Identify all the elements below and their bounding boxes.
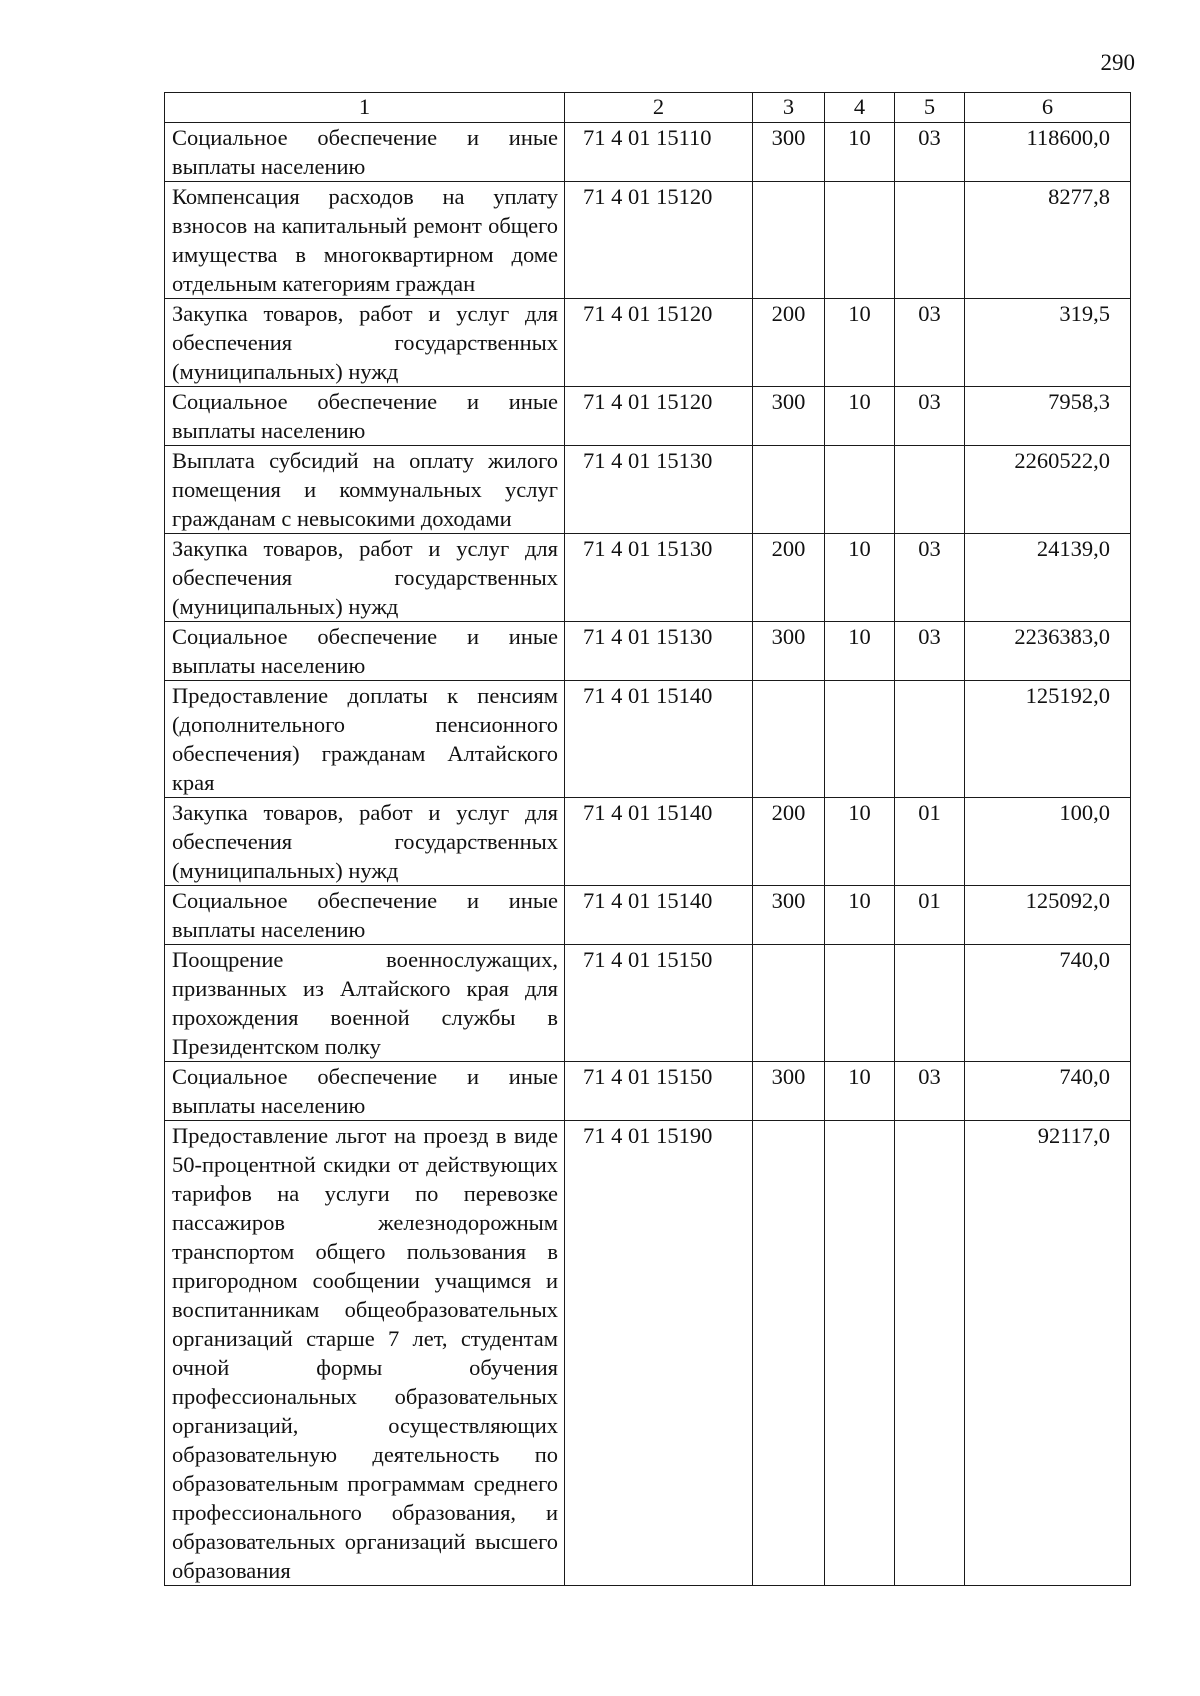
- row-code-cell: 71 4 01 15150: [565, 945, 753, 1062]
- row-col4-cell: [825, 182, 895, 299]
- budget-table: [164, 92, 1131, 1586]
- row-col5-cell: 03: [895, 1062, 965, 1121]
- column-header: 2: [565, 93, 753, 123]
- row-name-cell: Закупка товаров, работ и услуг для обеспечения государственных (муниципальных) нужд: [165, 534, 565, 622]
- row-col3-cell: 300: [753, 886, 825, 945]
- row-name-cell: Социальное обеспечение и иные выплаты населению: [165, 622, 565, 681]
- table-row: [165, 299, 1131, 387]
- table-row: [165, 123, 1131, 182]
- column-header: 4: [825, 93, 895, 123]
- row-code-cell: 71 4 01 15130: [565, 534, 753, 622]
- table-row: [165, 182, 1131, 299]
- row-amount-cell: 118600,0: [965, 123, 1131, 182]
- row-col5-cell: 03: [895, 123, 965, 182]
- row-name-cell: Предоставление доплаты к пенсиям (дополнительного пенсионного обеспечения) гражданам Алтайского края: [165, 681, 565, 798]
- row-col5-cell: 01: [895, 886, 965, 945]
- row-code-cell: 71 4 01 15140: [565, 798, 753, 886]
- row-col3-cell: 300: [753, 622, 825, 681]
- row-code-cell: 71 4 01 15110: [565, 123, 753, 182]
- row-col3-cell: [753, 1121, 825, 1586]
- row-code-cell: 71 4 01 15130: [565, 446, 753, 534]
- column-header: 3: [753, 93, 825, 123]
- row-col5-cell: [895, 945, 965, 1062]
- table-row: [165, 1062, 1131, 1121]
- row-amount-cell: 319,5: [965, 299, 1131, 387]
- row-name-cell: Закупка товаров, работ и услуг для обеспечения государственных (муниципальных) нужд: [165, 299, 565, 387]
- column-header: 1: [165, 93, 565, 123]
- row-col4-cell: [825, 681, 895, 798]
- row-col3-cell: 200: [753, 299, 825, 387]
- row-name-cell: Социальное обеспечение и иные выплаты населению: [165, 886, 565, 945]
- table-row: [165, 886, 1131, 945]
- table-row: [165, 622, 1131, 681]
- row-name-cell: Выплата субсидий на оплату жилого помещения и коммунальных услуг гражданам с невысокими доходами: [165, 446, 565, 534]
- row-col5-cell: 03: [895, 622, 965, 681]
- row-col4-cell: [825, 1121, 895, 1586]
- row-code-cell: 71 4 01 15150: [565, 1062, 753, 1121]
- row-amount-cell: 24139,0: [965, 534, 1131, 622]
- row-name-cell: Предоставление льгот на проезд в виде 50-процентной скидки от действующих тарифов на услуги по перевозке пассажиров железнодорожным транспортом общего пользования в пригородном сообщении учащимся и воспитанникам общеобразовательных организаций старше 7 лет, студентам очной формы обучения профессиональных образовательных организаций, осуществляющих образовательную деятельность по образовательным программам среднего профессионального образования, и образовательных организаций высшего образования: [165, 1121, 565, 1586]
- table-header-row: [165, 93, 1131, 123]
- row-amount-cell: 92117,0: [965, 1121, 1131, 1586]
- row-col4-cell: [825, 945, 895, 1062]
- row-col3-cell: [753, 945, 825, 1062]
- row-amount-cell: 125092,0: [965, 886, 1131, 945]
- row-amount-cell: 8277,8: [965, 182, 1131, 299]
- row-amount-cell: 125192,0: [965, 681, 1131, 798]
- row-col4-cell: 10: [825, 299, 895, 387]
- row-code-cell: 71 4 01 15140: [565, 681, 753, 798]
- row-col5-cell: 03: [895, 299, 965, 387]
- row-col3-cell: 300: [753, 387, 825, 446]
- row-code-cell: 71 4 01 15120: [565, 387, 753, 446]
- row-col5-cell: [895, 1121, 965, 1586]
- row-col5-cell: 03: [895, 387, 965, 446]
- row-col4-cell: 10: [825, 1062, 895, 1121]
- row-amount-cell: 740,0: [965, 945, 1131, 1062]
- row-code-cell: 71 4 01 15140: [565, 886, 753, 945]
- table-row: [165, 387, 1131, 446]
- row-amount-cell: 740,0: [965, 1062, 1131, 1121]
- page-number: 290: [1100, 50, 1135, 75]
- row-col4-cell: 10: [825, 622, 895, 681]
- row-amount-cell: 2236383,0: [965, 622, 1131, 681]
- row-amount-cell: 100,0: [965, 798, 1131, 886]
- row-col5-cell: [895, 446, 965, 534]
- row-code-cell: 71 4 01 15130: [565, 622, 753, 681]
- row-code-cell: 71 4 01 15120: [565, 299, 753, 387]
- column-header: 5: [895, 93, 965, 123]
- row-col3-cell: [753, 446, 825, 534]
- row-col3-cell: 200: [753, 534, 825, 622]
- row-amount-cell: 7958,3: [965, 387, 1131, 446]
- row-col3-cell: 300: [753, 1062, 825, 1121]
- row-col3-cell: [753, 681, 825, 798]
- row-name-cell: Социальное обеспечение и иные выплаты населению: [165, 123, 565, 182]
- table-body: [165, 123, 1131, 1586]
- row-col5-cell: [895, 182, 965, 299]
- row-col5-cell: [895, 681, 965, 798]
- row-col4-cell: 10: [825, 534, 895, 622]
- row-name-cell: Поощрение военнослужащих, призванных из Алтайского края для прохождения военной службы в Президентском полку: [165, 945, 565, 1062]
- table-row: [165, 1121, 1131, 1586]
- table-row: [165, 534, 1131, 622]
- row-code-cell: 71 4 01 15190: [565, 1121, 753, 1586]
- table-row: [165, 681, 1131, 798]
- row-col3-cell: [753, 182, 825, 299]
- row-name-cell: Компенсация расходов на уплату взносов на капитальный ремонт общего имущества в многоквартирном доме отдельным категориям граждан: [165, 182, 565, 299]
- row-col3-cell: 300: [753, 123, 825, 182]
- row-col4-cell: 10: [825, 387, 895, 446]
- row-col4-cell: 10: [825, 798, 895, 886]
- row-col3-cell: 200: [753, 798, 825, 886]
- row-col4-cell: [825, 446, 895, 534]
- table-row: [165, 798, 1131, 886]
- column-header: 6: [965, 93, 1131, 123]
- row-col5-cell: 01: [895, 798, 965, 886]
- row-name-cell: Социальное обеспечение и иные выплаты населению: [165, 1062, 565, 1121]
- table-row: [165, 945, 1131, 1062]
- row-col4-cell: 10: [825, 886, 895, 945]
- row-amount-cell: 2260522,0: [965, 446, 1131, 534]
- row-col4-cell: 10: [825, 123, 895, 182]
- row-col5-cell: 03: [895, 534, 965, 622]
- table-row: [165, 446, 1131, 534]
- row-name-cell: Закупка товаров, работ и услуг для обеспечения государственных (муниципальных) нужд: [165, 798, 565, 886]
- row-name-cell: Социальное обеспечение и иные выплаты населению: [165, 387, 565, 446]
- row-code-cell: 71 4 01 15120: [565, 182, 753, 299]
